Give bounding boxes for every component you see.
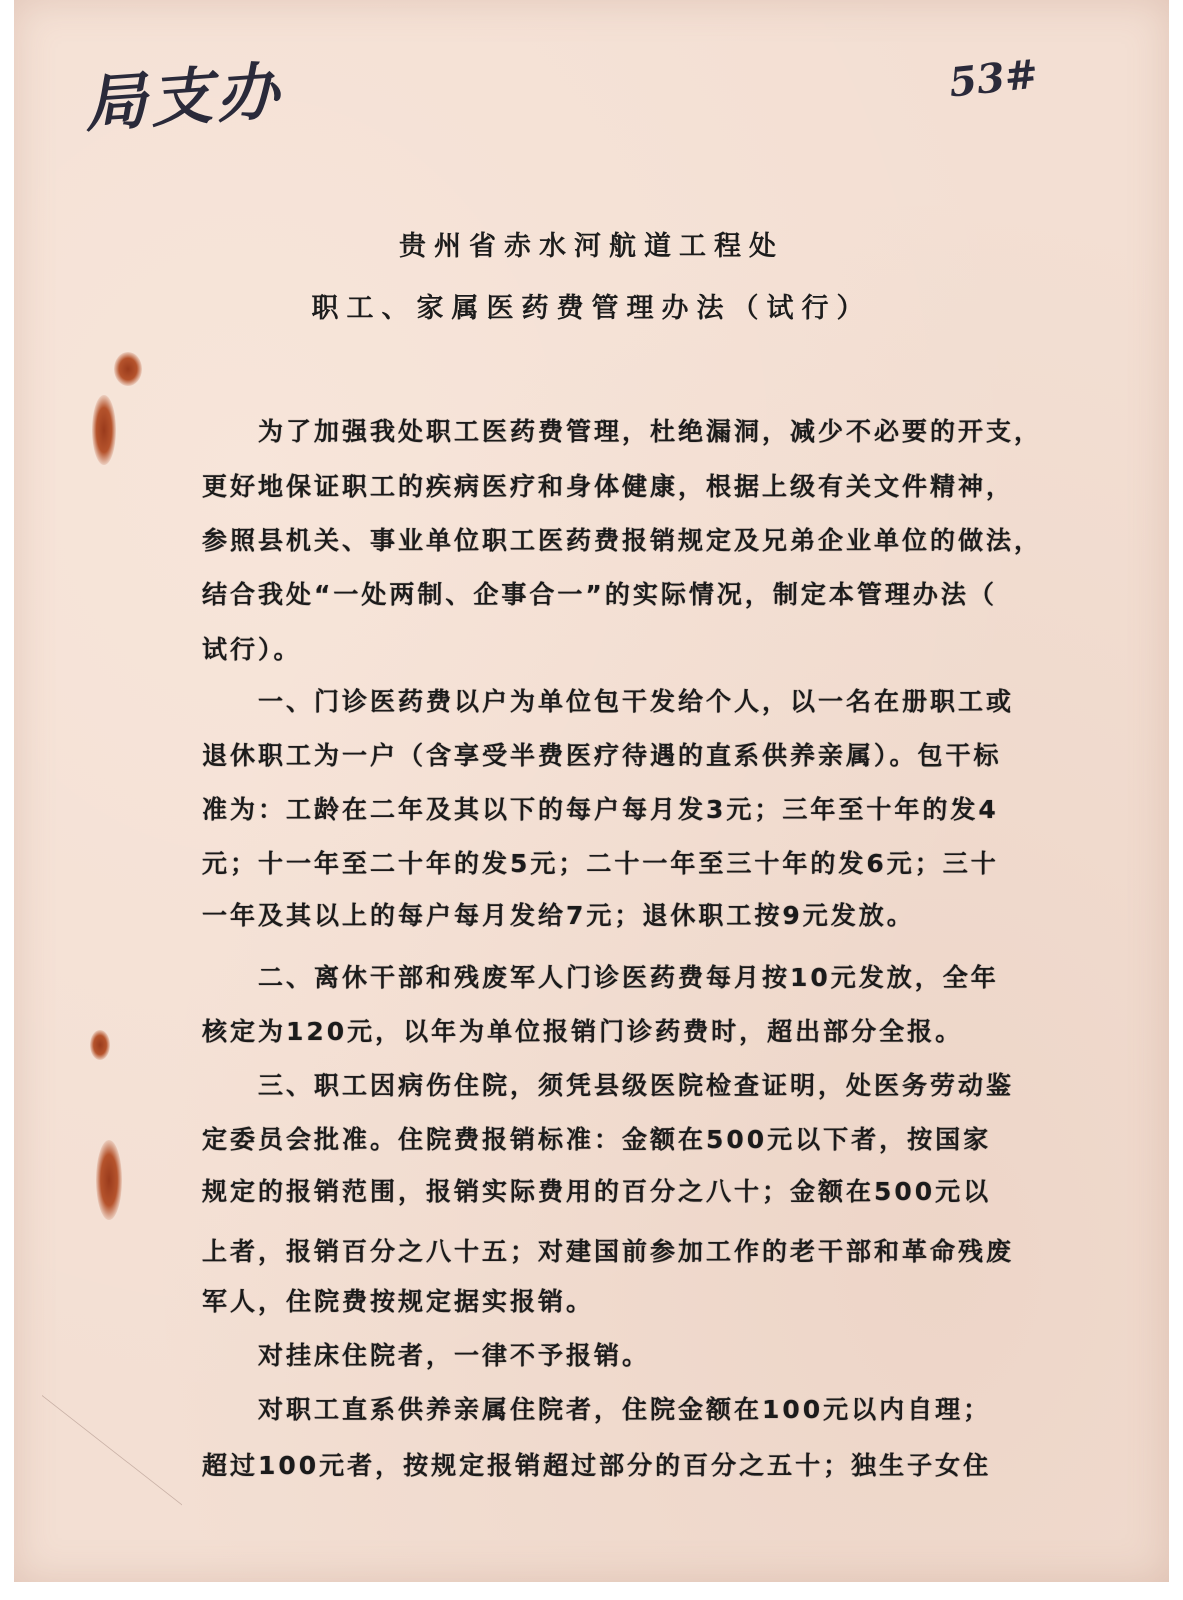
body-line-16: 上者，报销百分之八十五；对建国前参加工作的老干部和革命残废 xyxy=(202,1237,1015,1266)
document-title-line-1: 贵州省赤水河航道工程处 xyxy=(399,231,784,262)
body-line-15: 规定的报销范围，报销实际费用的百分之八十；金额在500元以 xyxy=(202,1177,992,1206)
body-line-19: 对职工直系供养亲属住院者，住院金额在100元以内自理； xyxy=(258,1395,992,1424)
body-line-4: 结合我处“一处两制、企事合一”的实际情况，制定本管理办法（ xyxy=(202,580,997,609)
body-line-2: 更好地保证职工的疾病医疗和身体健康，根据上级有关文件精神， xyxy=(202,472,1015,501)
binding-stain-2 xyxy=(92,395,116,465)
handwritten-page-number: 53# xyxy=(946,50,1041,107)
handwritten-note-top-left: 局支办 xyxy=(82,54,285,141)
document-page xyxy=(14,0,1169,1582)
body-line-9: 元；十一年至二十年的发5元；二十一年至三十年的发6元；三十 xyxy=(202,849,999,878)
body-line-13: 三、职工因病伤住院，须凭县级医院检查证明，处医务劳动鉴 xyxy=(258,1071,1015,1100)
body-line-14: 定委员会批准。住院费报销标准：金额在500元以下者，按国家 xyxy=(202,1125,992,1154)
document-title-line-2: 职工、家属医药费管理办法（试行） xyxy=(311,293,872,324)
body-line-5: 试行）。 xyxy=(202,635,302,664)
page-fold-crease xyxy=(42,1395,182,1582)
body-line-3: 参照县机关、事业单位职工医药费报销规定及兄弟企业单位的做法， xyxy=(202,526,1043,555)
body-line-1: 为了加强我处职工医药费管理，杜绝漏洞，减少不必要的开支， xyxy=(258,417,1043,446)
body-line-11: 二、离休干部和残废军人门诊医药费每月按10元发放，全年 xyxy=(258,963,999,992)
body-line-12: 核定为120元，以年为单位报销门诊药费时，超出部分全报。 xyxy=(202,1017,964,1046)
body-line-8: 准为：工龄在二年及其以下的每户每月发3元；三年至十年的发4 xyxy=(202,795,999,824)
body-line-17: 军人，住院费按规定据实报销。 xyxy=(202,1287,595,1316)
binding-stain-4 xyxy=(96,1140,122,1220)
body-line-6: 一、门诊医药费以户为单位包干发给个人，以一名在册职工或 xyxy=(258,687,1015,716)
body-line-7: 退休职工为一户（含享受半费医疗待遇的直系供养亲属）。包干标 xyxy=(202,741,1002,770)
body-line-20: 超过100元者，按规定报销超过部分的百分之五十；独生子女住 xyxy=(202,1451,992,1480)
binding-stain-3 xyxy=(90,1030,110,1060)
binding-stain-1 xyxy=(114,352,142,386)
body-line-18: 对挂床住院者，一律不予报销。 xyxy=(258,1341,651,1370)
body-line-10: 一年及其以上的每户每月发给7元；退休职工按9元发放。 xyxy=(202,901,915,930)
